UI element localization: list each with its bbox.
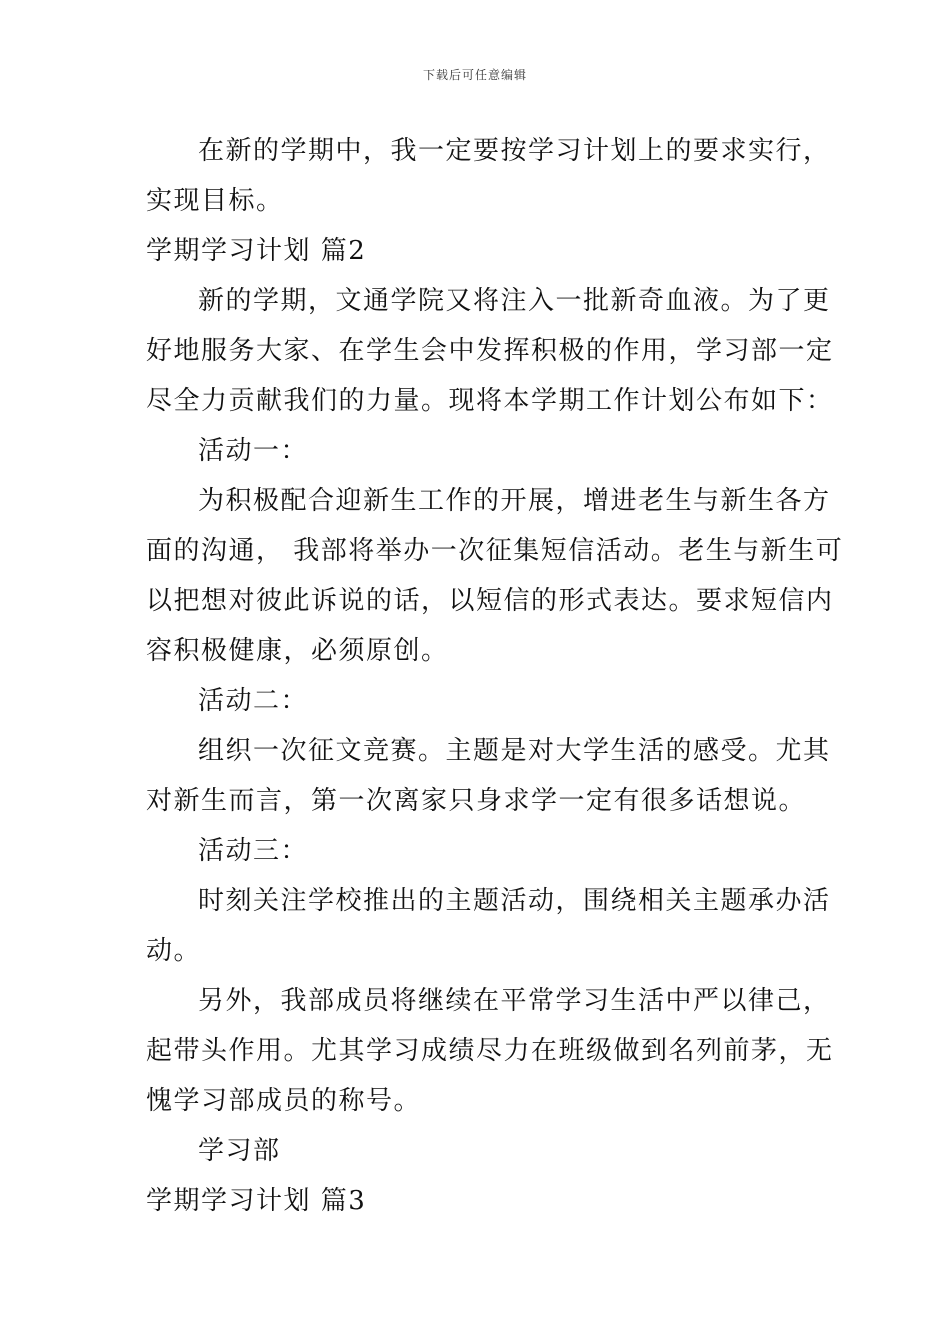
paragraph-line: 面的沟通， 我部将举办一次征集短信活动。老生与新生可 <box>146 536 844 566</box>
paragraph-line: 时刻关注学校推出的主题活动，围绕相关主题承办活 <box>198 886 831 916</box>
paragraph-line: 愧学习部成员的称号。 <box>146 1086 422 1116</box>
activity-heading: 活动三： <box>198 836 309 866</box>
activity-heading: 活动一： <box>198 436 309 466</box>
paragraph-line: 对新生而言，第一次离家只身求学一定有很多话想说。 <box>146 786 807 816</box>
paragraph-line: 另外，我部成员将继续在平常学习生活中严以律己， <box>198 986 831 1016</box>
paragraph-line: 起带头作用。尤其学习成绩尽力在班级做到名列前茅，无 <box>146 1036 834 1066</box>
document-body <box>146 126 844 1226</box>
activity-heading: 活动二： <box>198 686 309 716</box>
paragraph-line: 尽全力贡献我们的力量。现将本学期工作计划公布如下： <box>146 386 834 416</box>
paragraph-line: 组织一次征文竞赛。主题是对大学生活的感受。尤其 <box>198 736 831 766</box>
paragraph-line: 为积极配合迎新生工作的开展，增进老生与新生各方 <box>198 486 831 516</box>
paragraph-line: 容积极健康，必须原创。 <box>146 636 449 666</box>
signature-line: 学习部 <box>198 1136 281 1166</box>
paragraph-line: 好地服务大家、在学生会中发挥积极的作用，学习部一定 <box>146 336 834 366</box>
paragraph-line: 以把想对彼此诉说的话，以短信的形式表达。要求短信内 <box>146 586 834 616</box>
paragraph-line: 实现目标。 <box>146 186 284 216</box>
header-note: 下载后可任意编辑 <box>422 68 527 82</box>
paragraph-line: 在新的学期中，我一定要按学习计划上的要求实行， <box>198 136 831 166</box>
paragraph-line: 新的学期，文通学院又将注入一批新奇血液。为了更 <box>198 286 831 316</box>
section-heading: 学期学习计划 篇2 <box>146 236 367 266</box>
section-heading: 学期学习计划 篇3 <box>146 1186 367 1216</box>
paragraph-line: 动。 <box>146 936 202 966</box>
